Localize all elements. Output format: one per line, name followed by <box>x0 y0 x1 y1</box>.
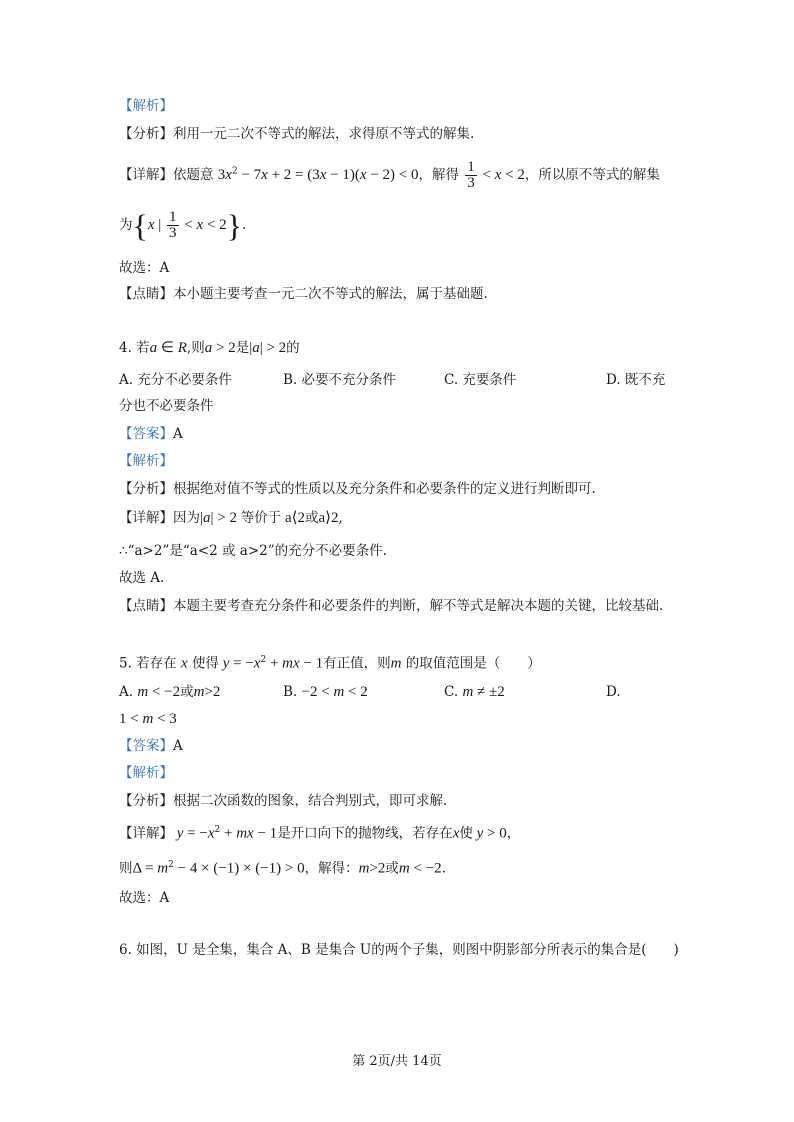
q4-answer: 【答案】A <box>119 426 183 442</box>
page-footer: 第 2页/共 14页 <box>352 1054 442 1069</box>
q3-jiexi: 【解析】 <box>119 98 173 114</box>
q5-fenxi: 【分析】根据二次函数的图象，结合判别式，即可求解. <box>119 793 448 809</box>
q5-jiexi: 【解析】 <box>119 765 173 781</box>
q5-option-b: B. −2 < m < 2 <box>283 684 368 700</box>
q3-solution-set: 为{x | $\frac{1}{3}$ < x < 2}. <box>119 207 247 244</box>
q4-option-d-cont: 分也不必要条件 <box>119 398 214 414</box>
q5-option-a: A. m < −2或m>2 <box>119 684 221 700</box>
q5-option-d-cont: 1 < m < 3 <box>119 711 177 727</box>
q3-xiangjie: 【详解】依题意 $3x^2 - 7x + 2 = (3x - 1)(x - 2) < 0$，解得 $\frac{1}{3}$ < x < 2，所以原不等式的解集 <box>119 159 660 191</box>
q4-guxuan: 故选 A. <box>119 570 165 586</box>
q3-dianjing: 【点睛】本小题主要考查一元二次不等式的解法，属于基础题. <box>119 286 488 302</box>
q5-stem: 5. 若存在 x 使得 $y = -x^2$ + mx − 1有正值，则m 的取值范围是（ ） <box>119 655 541 672</box>
q5-discriminant: 则$\Delta = m^2 - 4 \times (-1) \times (-1) > 0$，解得：m>2或m < −2. <box>119 860 446 877</box>
q4-conclusion: ∴“a>2”是“a<2 或 a>2”的充分不必要条件. <box>119 543 387 559</box>
q4-xiangjie: 【详解】因为|a| > 2 等价于 a⟨2或a⟩2, <box>119 510 343 526</box>
q4-option-a: A. 充分不必要条件 <box>119 372 232 388</box>
q4-option-c: C. 充要条件 <box>444 372 517 388</box>
q4-option-b: B. 必要不充分条件 <box>283 372 397 388</box>
q3-fenxi: 【分析】利用一元二次不等式的解法，求得原不等式的解集. <box>119 126 475 142</box>
q4-jiexi: 【解析】 <box>119 453 173 469</box>
q3-guxuan: 故选：A <box>119 260 170 276</box>
q4-option-d: D. 既不充 <box>606 372 666 388</box>
q5-answer: 【答案】A <box>119 738 183 754</box>
q5-guxuan: 故选：A <box>119 890 170 906</box>
q5-option-c: C. m ≠ ±2 <box>444 684 505 700</box>
q4-stem: 4. 若a ∈ R,则a > 2是|a| > 2的 <box>119 340 300 356</box>
q6-stem: 6. 如图，U 是全集，集合 A、B 是集合 U的两个子集，则图中阴影部分所表示的集合是( ) <box>119 942 679 958</box>
q4-dianjing: 【点睛】本题主要考查充分条件和必要条件的判断，解不等式是解决本题的关键，比较基础. <box>119 598 664 614</box>
q5-option-d: D. <box>606 684 621 700</box>
q5-xiangjie: 【详解】 $y = -x^2$ + mx − 1是开口向下的抛物线，若存在x使 y > 0， <box>119 825 521 842</box>
q4-fenxi: 【分析】根据绝对值不等式的性质以及充分条件和必要条件的定义进行判断即可. <box>119 481 596 497</box>
